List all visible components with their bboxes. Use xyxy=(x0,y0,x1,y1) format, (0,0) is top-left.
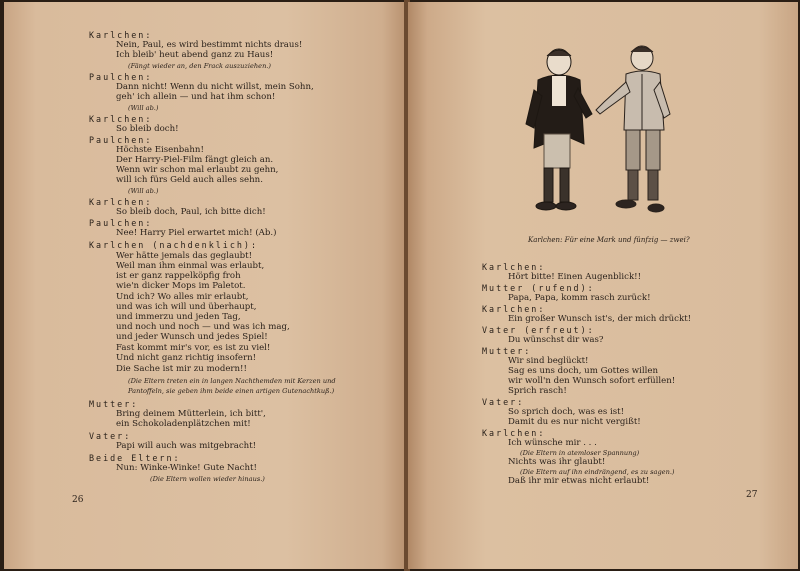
verse-line: So bleib doch, Paul, ich bitte dich! xyxy=(116,207,266,217)
verse-line: wie'n dicker Mops im Paletot. xyxy=(116,281,246,291)
verse-line: Fast kommt mir's vor, es ist zu viel! xyxy=(116,343,271,353)
verse-line: Weil man ihm einmal was erlaubt, xyxy=(116,261,265,271)
verse-line: und noch und noch — und was ich mag, xyxy=(116,322,290,332)
verse-line: und immerzu und jeden Tag, xyxy=(116,312,241,322)
speaker-name: Mutter: xyxy=(482,346,532,356)
verse-line: Die Sache ist mir zu modern!! xyxy=(116,364,247,374)
stage-direction: Pantoffeln, sie geben ihm beide einen artigen Gutenachtkuß.) xyxy=(128,387,335,395)
verse-line: Wenn wir schon mal erlaubt zu gehn, xyxy=(116,165,279,175)
speaker-name: Karlchen: xyxy=(89,30,153,40)
stage-direction: (Die Eltern in atemloser Spannung) xyxy=(520,449,640,457)
verse-line: So bleib doch! xyxy=(116,124,179,134)
stage-direction: (Die Eltern wollen wieder hinaus.) xyxy=(150,475,265,483)
verse-line: Wer hätte jemals das geglaubt! xyxy=(116,251,253,261)
verse-line: ein Schokoladenplätzchen mit! xyxy=(116,419,251,429)
verse-line: Ich wünsche mir . . . xyxy=(508,438,597,448)
speaker-name: Vater (erfreut): xyxy=(482,325,595,335)
speaker-name: Karlchen: xyxy=(482,428,546,438)
verse-line: Papa, Papa, komm rasch zurück! xyxy=(508,293,651,303)
verse-line: und jeder Wunsch und jedes Spiel! xyxy=(116,332,268,342)
right-page xyxy=(408,2,798,569)
verse-line: ist er ganz rappelköpfig froh xyxy=(116,271,241,281)
verse-line: Nun: Winke-Winke! Gute Nacht! xyxy=(116,463,257,473)
speaker-name: Karlchen: xyxy=(89,114,153,124)
verse-line: Und nicht ganz richtig insofern! xyxy=(116,353,257,363)
verse-line: Ein großer Wunsch ist's, der mich drückt! xyxy=(508,314,692,324)
verse-line: Ich bleib' heut abend ganz zu Haus! xyxy=(116,50,274,60)
verse-line: Der Harry-Piel-Film fängt gleich an. xyxy=(116,155,274,165)
verse-line: Sag es uns doch, um Gottes willen xyxy=(508,366,658,376)
speaker-name: Karlchen (nachdenklich): xyxy=(89,240,259,250)
speaker-name: Vater: xyxy=(482,397,525,407)
verse-line: Bring deinem Mütterlein, ich bitt', xyxy=(116,409,266,419)
verse-line: will ich fürs Geld auch alles sehn. xyxy=(116,175,263,185)
verse-line: Wir sind beglückt! xyxy=(508,356,589,366)
stage-direction: (Fängt wieder an, den Frack auszuziehen.) xyxy=(128,62,271,70)
illustration-karlchen-paulchen xyxy=(504,44,704,224)
verse-line: Nee! Harry Piel erwartet mich! (Ab.) xyxy=(116,228,277,238)
verse-line: Hört bitte! Einen Augenblick!! xyxy=(508,272,642,282)
verse-line: und was ich will und überhaupt, xyxy=(116,302,257,312)
verse-line: Damit du es nur nicht vergißt! xyxy=(508,417,641,427)
speaker-name: Vater: xyxy=(89,431,132,441)
speaker-name: Mutter (rufend): xyxy=(482,283,595,293)
page-number-right: 27 xyxy=(746,490,758,500)
verse-line: Papi will auch was mitgebracht! xyxy=(116,441,257,451)
speaker-name: Paulchen: xyxy=(89,135,153,145)
verse-line: Du wünschst dir was? xyxy=(508,335,604,345)
left-page xyxy=(4,2,406,569)
page-number-left: 26 xyxy=(72,495,84,505)
verse-line: Sprich rasch! xyxy=(508,386,567,396)
verse-line: So sprich doch, was es ist! xyxy=(508,407,625,417)
speaker-name: Karlchen: xyxy=(89,197,153,207)
stage-direction: (Will ab.) xyxy=(128,187,159,195)
verse-line: Höchste Eisenbahn! xyxy=(116,145,204,155)
speaker-name: Karlchen: xyxy=(482,304,546,314)
illustration-boy-tailcoat xyxy=(526,49,592,210)
stage-direction: (Will ab.) xyxy=(128,104,159,112)
speaker-name: Paulchen: xyxy=(89,218,153,228)
speaker-name: Karlchen: xyxy=(482,262,546,272)
verse-line: geh' ich allein — und hat ihm schon! xyxy=(116,92,276,102)
stage-direction: (Die Eltern auf ihn eindrängend, es zu sagen.) xyxy=(520,468,675,476)
verse-line: Und ich? Wo alles mir erlaubt, xyxy=(116,292,249,302)
verse-line: Daß ihr mir etwas nicht erlaubt! xyxy=(508,476,650,486)
speaker-name: Mutter: xyxy=(89,399,139,409)
verse-line: Nichts was ihr glaubt! xyxy=(508,457,606,467)
verse-line: Dann nicht! Wenn du nicht willst, mein Sohn, xyxy=(116,82,314,92)
illustration-caption: Karlchen: Für eine Mark und fünfzig — zwei? xyxy=(528,236,690,244)
stage-direction: (Die Eltern treten ein in langen Nachthemden mit Kerzen und xyxy=(128,377,336,385)
speaker-name: Beide Eltern: xyxy=(89,453,181,463)
illustration-boy-jacket xyxy=(596,46,670,212)
speaker-name: Paulchen: xyxy=(89,72,153,82)
verse-line: wir woll'n den Wunsch sofort erfüllen! xyxy=(508,376,676,386)
verse-line: Nein, Paul, es wird bestimmt nichts draus! xyxy=(116,40,303,50)
